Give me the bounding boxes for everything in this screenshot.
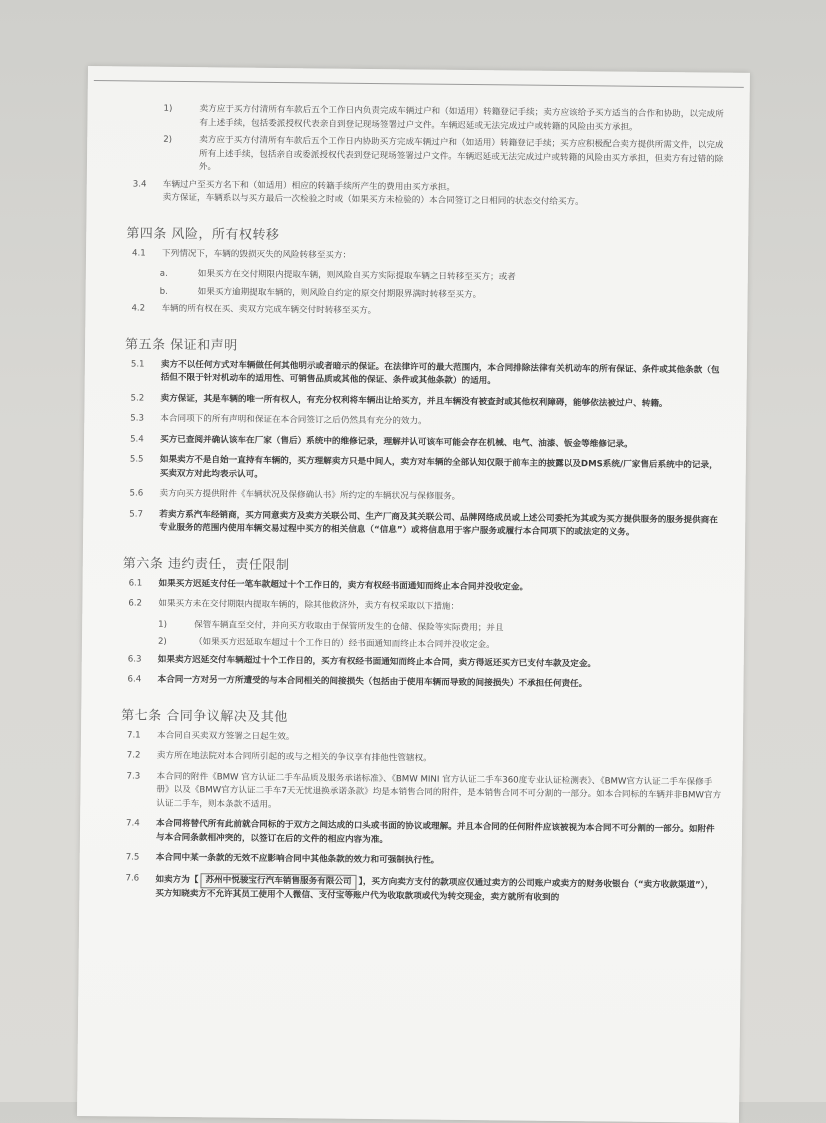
clause-text: 本合同中某一条款的无效不应影响合同中其他条款的效力和可强制执行性。 (155, 852, 440, 866)
clause-text: 如果卖方迟延交付车辆超过十个工作日的，买方有权经书面通知而终止本合同，卖方得返还买方已支付车款及定金。 (157, 654, 597, 669)
clause-number: 6.3 (127, 653, 142, 665)
article-heading: 第六条 违约责任，责任限制 (122, 555, 290, 573)
clause-text: 本合同自买卖双方签署之日起生效。 (156, 730, 295, 742)
clause-number: 6.2 (128, 598, 143, 609)
clause-number: 7.3 (126, 770, 141, 782)
clause-text: 本合同一方对另一方所遭受的与本合同相关的间接损失（包括由于使用车辆而导致的间接损失）不承担任何责任。 (157, 674, 588, 690)
seller-name-field: 苏州中悦骏宝行汽车销售服务有限公司 (200, 873, 356, 890)
clause-text: 卖方不以任何方式对车辆做任何其他明示或者暗示的保证。在法律许可的最大范围内，本合同排除法律有关机动车的所有保证、条件或其他条款（包括但不限于针对机动车的适用性、可销售品质或其他的保证、条件或其他条款）的适用。 (160, 359, 720, 387)
clause-number: 2) (163, 134, 173, 145)
clause-text: 若卖方系汽车经销商，买方同意卖方及卖方关联公司、生产厂商及其关联公司、品牌网络成员或上述公司委托为其或为买方提供服务的服务提供商在专业服务的范围内使用车辆交易过程中买方的相关信息（“信息”）或将信息用于客户服务或履行本合同项下的或法定的义务。 (159, 509, 718, 538)
clause-text-prefix: 如卖方为【 (155, 874, 199, 885)
clause-number: 7.6 (125, 872, 140, 884)
clause-text: 如果买方未在交付期限内提取车辆的，除其他救济外，卖方有权采取以下措施： (158, 598, 460, 612)
clause-text: 卖方保证，其是车辆的唯一所有权人，有充分权利将车辆出让给买方，并且车辆没有被查封或其他权利障碍，能够依法被过户、转籍。 (160, 393, 668, 409)
clause-number: 5.6 (129, 488, 144, 499)
clause-number: 2) (157, 636, 167, 647)
clause-number: b. (159, 286, 168, 297)
clause-number: 5.5 (129, 454, 144, 465)
clause-number: 7.4 (126, 818, 140, 829)
clause-number: 1) (163, 103, 173, 114)
clause-number: 7.2 (126, 750, 141, 761)
clause-number: 3.4 (132, 178, 147, 190)
clause-7-3 (126, 770, 722, 817)
clause-number: a. (159, 268, 168, 279)
clause-text: 卖方所在地法院对本合同所引起的或与之相关的争议享有排他性管辖权。 (156, 750, 432, 764)
clause-number: 1) (158, 619, 168, 630)
clause-number: 5.7 (129, 508, 144, 520)
clause-text: （如果买方迟延取车超过十个工作日的）经书面通知而终止本合同并没收定金。 (193, 637, 495, 651)
clause-text: 本合同项下的所有声明和保证在本合同签订之后仍然具有充分的效力。 (160, 413, 427, 427)
clause-text (155, 872, 721, 907)
clause-text: 本合同将替代所有此前就合同标的于双方之间达成的口头或书面的协议或理解。并且本合同的任何附件应该被视为本合同不可分割的一部分。如附件与本合同条款相冲突的，以签订在后的文件的相应内容为准。 (155, 818, 715, 845)
clause-text: 本合同的附件《BMW 官方认证二手车品质及服务承诺标准》、《BMW MINI 官方认证二手车360度专业认证检测表》、《BMW官方认证二手车保修手册》以及《BMW官方认证二手车7天无忧退换承诺条款》均是本销售合同的附件，是本销售合同不可分割的一部分。如本合同标的车辆并非BMW官方认证二手车，则本条款不适用。 (156, 771, 722, 810)
clause-number: 4.1 (131, 247, 146, 259)
clause-number: 7.5 (125, 852, 140, 863)
clause-text-suffix: 】，买方向卖方支付的款项应仅通过卖方的公司账户或卖方的财务收银台（“卖方收款渠道”），买方知晓卖方不允许其员工使用个人微信、支付宝等账户代为收取款项或代为转交现金，卖方就所有收到的 (155, 876, 714, 903)
clause-text: 如果卖方不是自始一直持有车辆的，买方理解卖方只是中间人，卖方对车辆的全部认知仅限于前车主的披露以及DMS系统/厂家售后系统中的记录，买卖双方对此均表示认可。 (159, 454, 718, 480)
clause-number: 5.2 (130, 392, 145, 404)
clause-2- (133, 133, 729, 180)
clause-number: 5.3 (130, 413, 145, 424)
clause-text: 卖方向买方提供附件《车辆状况及保修确认书》所约定的车辆状况与保修服务。 (159, 488, 461, 502)
clause-text: 卖方应于买方付清所有车款后五个工作日内协助买方完成车辆过户和（如适用）转籍登记手续；买方应积极配合卖方提供所需文件，以完成所有上述手续，包括亲自或委派授权代表到登记现场签署过户文件。车辆迟延或无法完成过户或转籍的风险由买方承担，但卖方有过错的除外。 (198, 135, 724, 173)
clause-text: 下列情况下，车辆的毁损灭失的风险转移至买方： (161, 248, 352, 261)
clause-text: 保管车辆直至交付，并向买方收取由于保管所发生的仓储、保险等实际费用；并且 (194, 619, 504, 633)
clause-number: 6.1 (128, 577, 143, 589)
article-heading: 第五条 保证和声明 (125, 336, 238, 354)
clause-number: 7.1 (126, 729, 141, 741)
clause-text: 车辆过户至买方名下和（如适用）相应的转籍手续所产生的费用由买方承担。 卖方保证，车辆系以与买方最后一次检验之时或（如果买方未检验的）本合同签订之日相同的状态交付给买方。 (162, 179, 584, 208)
contract-body (121, 102, 729, 914)
article-heading: 第七条 合同争议解决及其他 (121, 707, 288, 725)
clause-number: 6.4 (127, 674, 142, 685)
clause-number: 4.2 (131, 303, 146, 314)
clause-number: 5.4 (130, 433, 144, 445)
clause-text: 买方已查阅并确认该车在厂家（售后）系统中的维修记录，理解并认可该车可能会存在机械、电气、油漆、钣金等维修记录。 (160, 434, 633, 450)
contract-page (77, 66, 750, 1123)
page-top-rule (94, 80, 744, 88)
clause-text: 卖方应于买方付清所有车款后五个工作日内负责完成车辆过户和（如适用）转籍登记手续；卖方应该给予买方适当的合作和协助，以完成所有上述手续，包括委派授权代表亲自到登记现场签署过户文件。车辆迟延或无法完成过户或转籍的风险由买方承担。 (199, 104, 724, 133)
clause-number: 5.1 (130, 358, 145, 370)
article-heading: 第四条 风险，所有权转移 (126, 225, 280, 243)
clause-text: 如果买方逾期提取车辆的，则风险自约定的原交付期限界满时转移至买方。 (197, 286, 482, 300)
clause-text: 车辆的所有权在买、卖双方完成车辆交付时转移至买方。 (161, 303, 377, 317)
clause-text: 如果买方在交付期限内提取车辆，则风险自买方实际提取车辆之日转移至买方；或者 (197, 269, 516, 283)
clause-text: 如果买方迟延支付任一笔车款超过十个工作日的，卖方有权经书面通知而终止本合同并没收定金。 (158, 578, 529, 593)
